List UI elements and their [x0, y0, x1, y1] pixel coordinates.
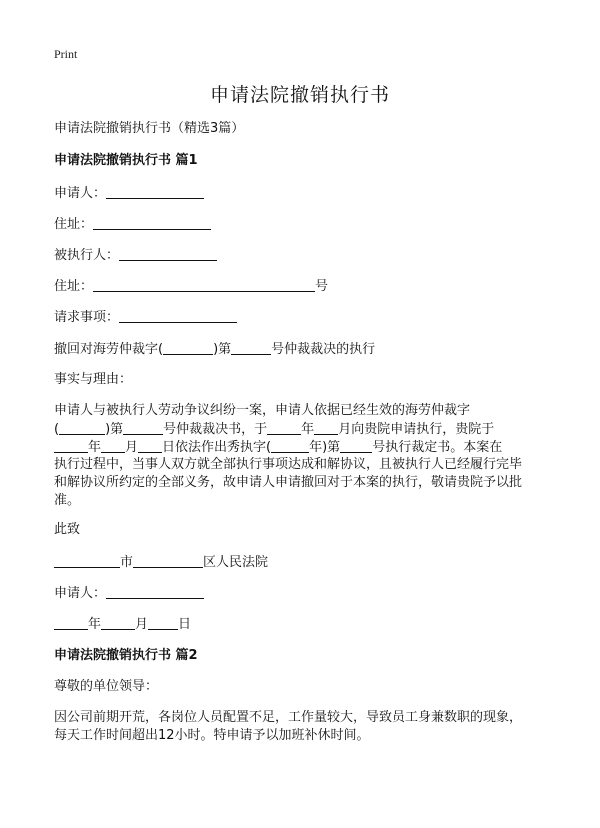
request-blank	[119, 308, 237, 323]
facts-row-4	[54, 456, 548, 474]
facts-text: 号仲裁裁决书，于	[163, 422, 268, 437]
withdraw-text-3: 号仲裁裁决的执行	[271, 342, 376, 357]
address-blank	[93, 215, 211, 230]
withdraw-row	[54, 340, 375, 359]
facts-text: 年	[301, 422, 315, 437]
address-label: 住址：	[54, 217, 94, 232]
court-label: 区人民法院	[203, 555, 269, 570]
address2-suffix: 号	[315, 279, 329, 294]
facts-text: 年	[88, 440, 102, 455]
facts-blank	[54, 438, 88, 453]
facts-row-3	[54, 438, 548, 456]
respondent-label: 被执行人：	[54, 248, 120, 263]
year-blank	[54, 615, 88, 630]
facts-text: 执行过程中，当事人双方就全部执行事项达成和解协议，且被执行人已经履行完毕	[54, 457, 523, 472]
facts-blank	[138, 438, 162, 453]
city-blank	[54, 553, 120, 568]
section2-text: 每天工作时间超出12小时。特申请予以加班补休时间。	[54, 728, 370, 743]
facts-text: 月向贵院申请执行，贵院于	[338, 422, 495, 437]
court-row	[54, 553, 268, 572]
address-row	[54, 215, 211, 234]
section2-paragraph	[54, 709, 548, 745]
section1-heading: 申请法院撤销执行书 篇1	[54, 153, 198, 168]
facts-text: (	[54, 422, 60, 437]
facts-row-2	[54, 420, 548, 438]
facts-blank	[271, 438, 309, 453]
applicant-blank	[106, 184, 204, 199]
day-label: 日	[178, 617, 192, 632]
facts-label: 事实与理由：	[54, 372, 133, 387]
address2-label: 住址：	[54, 279, 94, 294]
facts-blank	[314, 420, 338, 435]
closing-text: 此致	[54, 522, 81, 537]
facts-row-6	[54, 492, 548, 510]
date-row	[54, 615, 191, 634]
month-label: 月	[135, 617, 149, 632]
facts-text: 日依法作出秀执字(	[162, 440, 272, 455]
facts-blank	[340, 438, 372, 453]
section2-text: 因公司前期开荒，各岗位人员配置不足，工作量较大，导致员工身兼数职的现象，	[54, 710, 523, 725]
withdraw-text-2: )第	[213, 342, 232, 357]
city-label: 市	[120, 555, 134, 570]
facts-paragraph	[54, 402, 548, 510]
request-row	[54, 308, 237, 327]
applicant-row	[54, 184, 204, 203]
month-blank	[101, 615, 135, 630]
facts-text: 年)第	[309, 440, 341, 455]
facts-text: 号执行裁定书。本案在	[372, 440, 503, 455]
facts-text: 申请人与被执行人劳动争议纠纷一案，申请人依据已经生效的海劳仲裁字	[54, 403, 471, 418]
withdraw-blank-1	[163, 340, 213, 355]
facts-text: 和解协议所约定的全部义务，故申请人申请撤回对于本案的执行，敬请贵院予以批	[54, 475, 523, 490]
facts-blank	[101, 438, 125, 453]
address2-row	[54, 277, 328, 296]
signature-blank	[106, 584, 204, 599]
facts-blank	[267, 420, 301, 435]
signature-label: 申请人：	[54, 586, 107, 601]
withdraw-text-1: 撤回对海劳仲裁字(	[54, 342, 164, 357]
section2-row-2	[54, 727, 548, 745]
year-label: 年	[88, 617, 102, 632]
document-title: 申请法院撤销执行书	[209, 84, 390, 106]
day-blank	[148, 615, 178, 630]
respondent-row	[54, 246, 217, 265]
facts-row-1	[54, 402, 548, 420]
signature-row	[54, 584, 204, 603]
facts-text: 月	[125, 440, 139, 455]
request-label: 请求事项：	[54, 310, 120, 325]
address2-blank	[93, 277, 315, 292]
greeting-text: 尊敬的单位领导：	[54, 679, 159, 694]
document-subtitle: 申请法院撤销执行书（精选3篇）	[54, 121, 245, 136]
applicant-label: 申请人：	[54, 186, 107, 201]
withdraw-blank-2	[231, 340, 271, 355]
respondent-blank	[119, 246, 217, 261]
facts-row-5	[54, 474, 548, 492]
district-blank	[133, 553, 203, 568]
section2-row-1	[54, 709, 548, 727]
facts-blank	[59, 420, 105, 435]
facts-text: 准。	[54, 493, 81, 508]
facts-text: )第	[105, 422, 124, 437]
facts-blank	[123, 420, 163, 435]
print-link[interactable]: Print	[54, 47, 78, 61]
section2-heading: 申请法院撤销执行书 篇2	[54, 648, 198, 663]
